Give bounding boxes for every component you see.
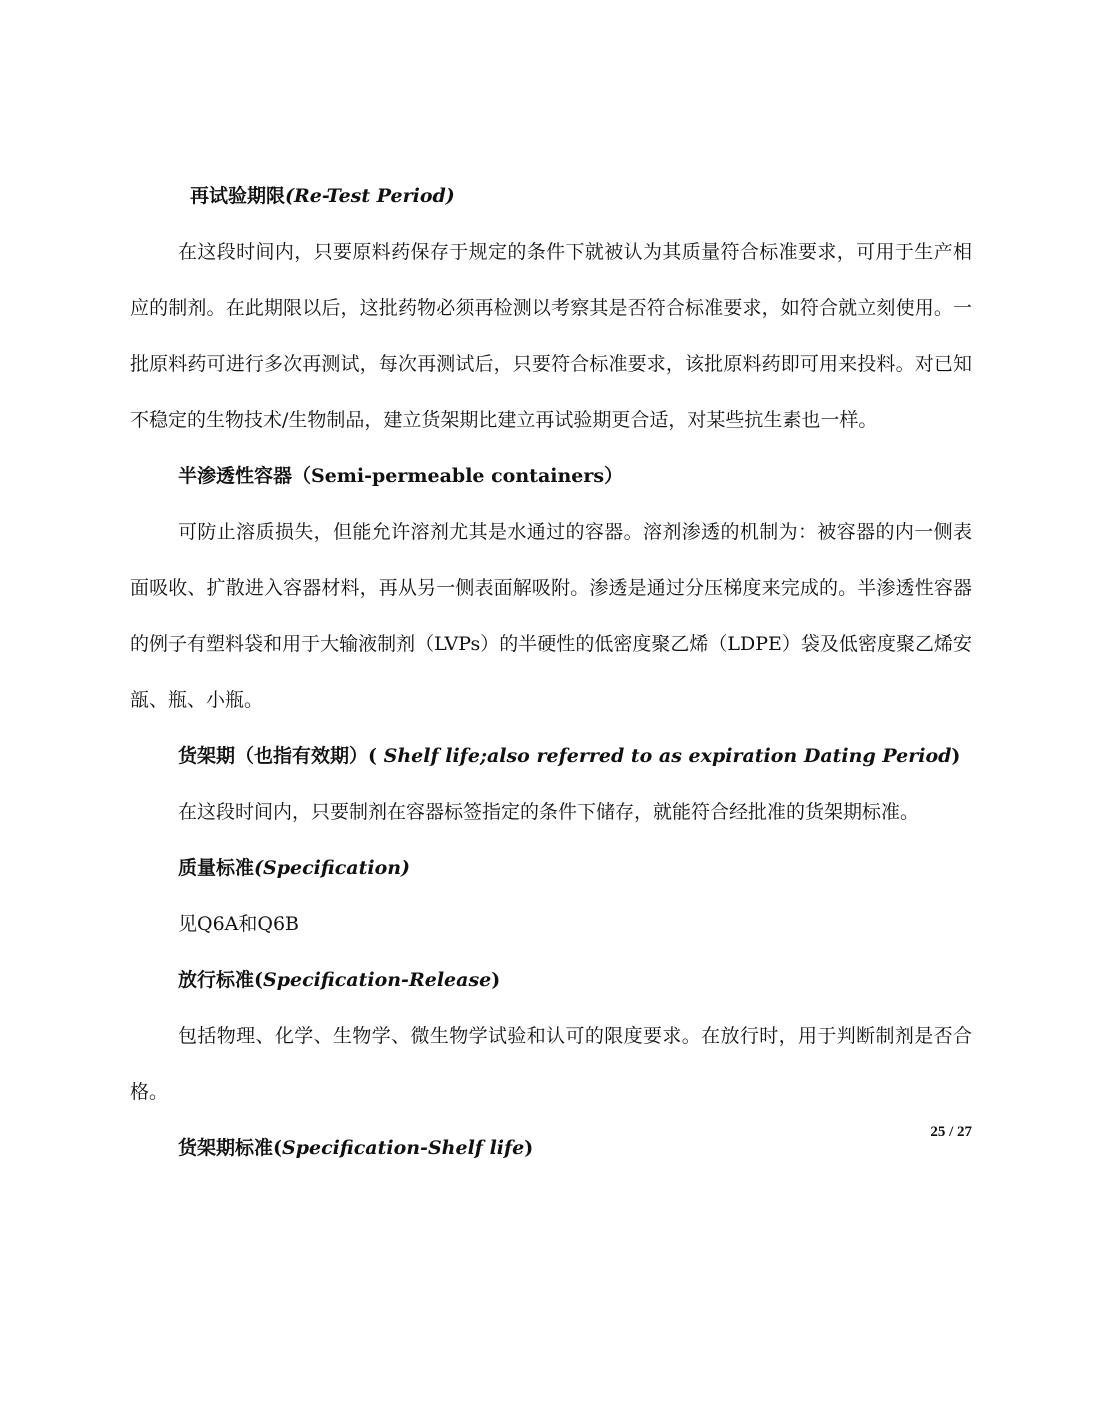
heading-semi-permeable-containers: 半渗透性容器（Semi-permeable containers） (178, 465, 624, 487)
paragraph-retest-period: 在这段时间内，只要原料药保存于规定的条件下就被认为其质量符合标准要求，可用于生产相应的制剂。在此期限以后，这批药物必须再检测以考察其是否符合标准要求，如符合就立刻使用。一批原料药可进行多次再测试，每次再测试后，只要符合标准要求，该批原料药即可用来投料。对已知不稳定的生物技术/生物制品，建立货架期比建立再试验期更合适，对某些抗生素也一样。 (130, 241, 972, 431)
heading-cn: 再试验期限 (190, 185, 286, 207)
heading-close: ) (491, 969, 501, 991)
heading-cn: 货架期标准( (178, 1137, 282, 1159)
heading-en: Shelf life;also referred to as expiration Dating Period (377, 745, 952, 767)
heading-en: (Re-Test Period) (285, 185, 455, 207)
heading-specification-shelf-life (130, 1120, 972, 1176)
page-number: 25 / 27 (930, 1124, 972, 1140)
heading-cn: 货架期（也指有效期）( (178, 745, 377, 767)
paragraph-shelf-life: 在这段时间内，只要制剂在容器标签指定的条件下储存，就能符合经批准的货架期标准。 (178, 801, 920, 823)
document-content (130, 168, 972, 1176)
heading-cn: 质量标准 (178, 857, 255, 879)
heading-specification-release (130, 952, 972, 1008)
heading-retest-period (130, 168, 972, 224)
heading-close: ) (951, 745, 961, 767)
paragraph-specification: 见Q6A和Q6B (178, 913, 300, 935)
heading-en: Specification-Shelf life (282, 1137, 525, 1159)
heading-specification (130, 840, 972, 896)
paragraph-semi-permeable-containers: 可防止溶质损失，但能允许溶剂尤其是水通过的容器。溶剂渗透的机制为：被容器的内一侧表面吸收、扩散进入容器材料，再从另一侧表面解吸附。渗透是通过分压梯度来完成的。半渗透性容器的例子有塑料袋和用于大输液制剂（LVPs）的半硬性的低密度聚乙烯（LDPE）袋及低密度聚乙烯安瓿、瓶、小瓶。 (130, 521, 972, 711)
heading-en: (Specification) (254, 857, 411, 879)
heading-en: Specification-Release (263, 969, 492, 991)
heading-close: ) (524, 1137, 534, 1159)
heading-cn: 放行标准( (178, 969, 263, 991)
paragraph-specification-release: 包括物理、化学、生物学、微生物学试验和认可的限度要求。在放行时，用于判断制剂是否合格。 (130, 1025, 972, 1103)
heading-shelf-life (130, 728, 972, 784)
